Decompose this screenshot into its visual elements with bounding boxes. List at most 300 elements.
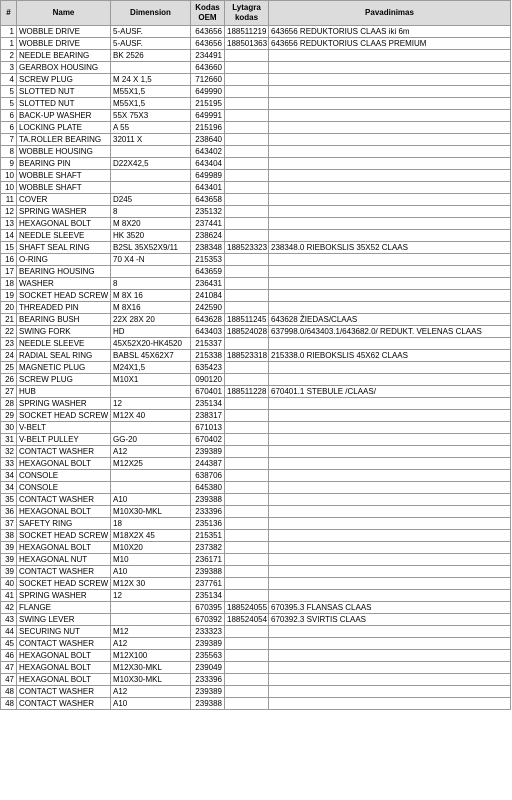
cell-pavadinimas xyxy=(269,134,511,146)
cell-lytagra-code xyxy=(225,662,269,674)
cell-name: WOBBLE DRIVE xyxy=(17,26,111,38)
cell-num: 6 xyxy=(1,110,17,122)
cell-dimension: M 24 X 1,5 xyxy=(111,74,191,86)
cell-lytagra-code xyxy=(225,374,269,386)
table-row xyxy=(1,314,511,326)
table-row xyxy=(1,122,511,134)
cell-dimension: D22X42,5 xyxy=(111,158,191,170)
table-row xyxy=(1,278,511,290)
cell-pavadinimas xyxy=(269,578,511,590)
table-row xyxy=(1,506,511,518)
cell-name: HEXAGONAL BOLT xyxy=(17,458,111,470)
cell-dimension xyxy=(111,386,191,398)
cell-oem-code: 643656 xyxy=(191,26,225,38)
cell-lytagra-code xyxy=(225,530,269,542)
cell-name: TA.ROLLER BEARING xyxy=(17,134,111,146)
cell-dimension xyxy=(111,182,191,194)
cell-name: HEXAGONAL BOLT xyxy=(17,674,111,686)
cell-dimension: 32011 X xyxy=(111,134,191,146)
cell-oem-code: 643404 xyxy=(191,158,225,170)
cell-pavadinimas xyxy=(269,278,511,290)
table-row xyxy=(1,410,511,422)
table-row xyxy=(1,110,511,122)
cell-lytagra-code xyxy=(225,338,269,350)
cell-pavadinimas xyxy=(269,434,511,446)
cell-num: 25 xyxy=(1,362,17,374)
cell-oem-code: 090120 xyxy=(191,374,225,386)
table-row xyxy=(1,230,511,242)
cell-oem-code: 215337 xyxy=(191,338,225,350)
cell-oem-code: 241084 xyxy=(191,290,225,302)
cell-dimension: HD xyxy=(111,326,191,338)
table-row xyxy=(1,254,511,266)
cell-num: 47 xyxy=(1,662,17,674)
cell-oem-code: 239388 xyxy=(191,494,225,506)
table-row xyxy=(1,62,511,74)
table-row xyxy=(1,146,511,158)
cell-dimension: M 8X 16 xyxy=(111,290,191,302)
cell-name: WOBBLE HOUSING xyxy=(17,146,111,158)
cell-name: SWING FORK xyxy=(17,326,111,338)
table-row xyxy=(1,398,511,410)
cell-pavadinimas: 215338.0 RIEBOKSLIS 45X62 CLAAS xyxy=(269,350,511,362)
header-row xyxy=(1,1,511,26)
cell-pavadinimas xyxy=(269,206,511,218)
cell-num: 39 xyxy=(1,554,17,566)
cell-dimension xyxy=(111,482,191,494)
cell-pavadinimas: 643656 REDUKTORIUS CLAAS iki 6m xyxy=(269,26,511,38)
cell-num: 16 xyxy=(1,254,17,266)
cell-dimension: M12X100 xyxy=(111,650,191,662)
table-row xyxy=(1,638,511,650)
cell-lytagra-code xyxy=(225,50,269,62)
cell-pavadinimas xyxy=(269,530,511,542)
cell-lytagra-code xyxy=(225,254,269,266)
cell-dimension: M 8X16 xyxy=(111,302,191,314)
cell-lytagra-code xyxy=(225,362,269,374)
cell-dimension xyxy=(111,470,191,482)
cell-dimension: M12X30-MKL xyxy=(111,662,191,674)
cell-num: 35 xyxy=(1,494,17,506)
cell-pavadinimas xyxy=(269,542,511,554)
cell-num: 45 xyxy=(1,638,17,650)
cell-pavadinimas xyxy=(269,194,511,206)
table-row xyxy=(1,386,511,398)
cell-num: 37 xyxy=(1,518,17,530)
cell-lytagra-code xyxy=(225,410,269,422)
table-row xyxy=(1,158,511,170)
table-row xyxy=(1,350,511,362)
cell-dimension: BABSL 45X62X7 xyxy=(111,350,191,362)
cell-name: CONSOLE xyxy=(17,470,111,482)
cell-lytagra-code xyxy=(225,518,269,530)
cell-dimension: 18 xyxy=(111,518,191,530)
cell-dimension: HK 3520 xyxy=(111,230,191,242)
cell-lytagra-code xyxy=(225,686,269,698)
table-row xyxy=(1,482,511,494)
cell-lytagra-code xyxy=(225,134,269,146)
cell-dimension: A12 xyxy=(111,638,191,650)
cell-num: 48 xyxy=(1,698,17,710)
cell-pavadinimas xyxy=(269,74,511,86)
cell-oem-code: 643656 xyxy=(191,38,225,50)
cell-num: 14 xyxy=(1,230,17,242)
cell-dimension: 22X 28X 20 xyxy=(111,314,191,326)
cell-dimension: M10X30-MKL xyxy=(111,674,191,686)
cell-num: 33 xyxy=(1,458,17,470)
cell-pavadinimas xyxy=(269,374,511,386)
cell-name: WOBBLE DRIVE xyxy=(17,38,111,50)
cell-oem-code: 215353 xyxy=(191,254,225,266)
table-row xyxy=(1,74,511,86)
cell-oem-code: 670392 xyxy=(191,614,225,626)
cell-dimension: M12X 30 xyxy=(111,578,191,590)
cell-oem-code: 643658 xyxy=(191,194,225,206)
table-row xyxy=(1,626,511,638)
cell-oem-code: 235132 xyxy=(191,206,225,218)
cell-dimension: A10 xyxy=(111,698,191,710)
cell-name: HEXAGONAL BOLT xyxy=(17,650,111,662)
cell-oem-code: 235563 xyxy=(191,650,225,662)
cell-pavadinimas xyxy=(269,638,511,650)
cell-dimension: M18X2X 45 xyxy=(111,530,191,542)
cell-dimension: A12 xyxy=(111,686,191,698)
cell-name: SPRING WASHER xyxy=(17,398,111,410)
cell-name: O-RING xyxy=(17,254,111,266)
cell-name: BEARING BUSH xyxy=(17,314,111,326)
table-row xyxy=(1,38,511,50)
cell-name: CONTACT WASHER xyxy=(17,638,111,650)
cell-lytagra-code xyxy=(225,698,269,710)
table-row xyxy=(1,194,511,206)
cell-dimension: A 55 xyxy=(111,122,191,134)
cell-dimension: M12X25 xyxy=(111,458,191,470)
cell-oem-code: 238624 xyxy=(191,230,225,242)
cell-oem-code: 237441 xyxy=(191,218,225,230)
cell-lytagra-code xyxy=(225,470,269,482)
cell-pavadinimas xyxy=(269,182,511,194)
cell-oem-code: 670395 xyxy=(191,602,225,614)
cell-dimension xyxy=(111,266,191,278)
table-row xyxy=(1,554,511,566)
cell-name: CONTACT WASHER xyxy=(17,494,111,506)
table-row xyxy=(1,662,511,674)
cell-lytagra-code xyxy=(225,122,269,134)
cell-lytagra-code xyxy=(225,590,269,602)
table-row xyxy=(1,86,511,98)
cell-dimension: 8 xyxy=(111,278,191,290)
table-row xyxy=(1,98,511,110)
cell-num: 7 xyxy=(1,134,17,146)
cell-name: HEXAGONAL BOLT xyxy=(17,662,111,674)
table-row xyxy=(1,422,511,434)
table-row xyxy=(1,614,511,626)
cell-lytagra-code xyxy=(225,62,269,74)
cell-oem-code: 643401 xyxy=(191,182,225,194)
cell-lytagra-code xyxy=(225,578,269,590)
cell-lytagra-code: 188511219 xyxy=(225,26,269,38)
cell-oem-code: 215195 xyxy=(191,98,225,110)
cell-lytagra-code xyxy=(225,146,269,158)
cell-name: CONTACT WASHER xyxy=(17,686,111,698)
table-row xyxy=(1,602,511,614)
cell-dimension: 70 X4 -N xyxy=(111,254,191,266)
cell-pavadinimas xyxy=(269,110,511,122)
cell-pavadinimas xyxy=(269,506,511,518)
cell-name: CONTACT WASHER xyxy=(17,446,111,458)
cell-lytagra-code: 188524055 xyxy=(225,602,269,614)
cell-lytagra-code xyxy=(225,170,269,182)
cell-num: 47 xyxy=(1,674,17,686)
cell-oem-code: 643402 xyxy=(191,146,225,158)
cell-pavadinimas xyxy=(269,302,511,314)
cell-pavadinimas xyxy=(269,686,511,698)
cell-dimension: M 8X20 xyxy=(111,218,191,230)
cell-name: WOBBLE SHAFT xyxy=(17,170,111,182)
cell-oem-code: 236431 xyxy=(191,278,225,290)
cell-name: SPRING WASHER xyxy=(17,206,111,218)
cell-num: 43 xyxy=(1,614,17,626)
cell-name: CONSOLE xyxy=(17,482,111,494)
cell-oem-code: 239389 xyxy=(191,446,225,458)
cell-num: 20 xyxy=(1,302,17,314)
table-row xyxy=(1,566,511,578)
table-row xyxy=(1,470,511,482)
cell-lytagra-code xyxy=(225,434,269,446)
cell-dimension: 5-AUSF. xyxy=(111,26,191,38)
cell-oem-code: 670401 xyxy=(191,386,225,398)
cell-lytagra-code xyxy=(225,494,269,506)
cell-lytagra-code xyxy=(225,506,269,518)
cell-lytagra-code xyxy=(225,110,269,122)
cell-num: 39 xyxy=(1,566,17,578)
cell-oem-code: 215351 xyxy=(191,530,225,542)
cell-name: RADIAL SEAL RING xyxy=(17,350,111,362)
cell-lytagra-code xyxy=(225,98,269,110)
cell-lytagra-code xyxy=(225,674,269,686)
cell-pavadinimas xyxy=(269,290,511,302)
table-row xyxy=(1,434,511,446)
table-row xyxy=(1,674,511,686)
cell-pavadinimas: 643628 ŽIEDAS/CLAAS xyxy=(269,314,511,326)
cell-dimension: M10 xyxy=(111,554,191,566)
cell-pavadinimas xyxy=(269,266,511,278)
cell-pavadinimas xyxy=(269,362,511,374)
table-row xyxy=(1,50,511,62)
cell-pavadinimas xyxy=(269,494,511,506)
cell-dimension xyxy=(111,614,191,626)
cell-lytagra-code xyxy=(225,458,269,470)
cell-num: 39 xyxy=(1,542,17,554)
cell-name: NEEDLE BEARING xyxy=(17,50,111,62)
cell-oem-code: 237382 xyxy=(191,542,225,554)
cell-pavadinimas xyxy=(269,566,511,578)
cell-oem-code: 239388 xyxy=(191,698,225,710)
table-row xyxy=(1,302,511,314)
cell-name: SLOTTED NUT xyxy=(17,86,111,98)
cell-num: 11 xyxy=(1,194,17,206)
cell-name: HEXAGONAL BOLT xyxy=(17,542,111,554)
cell-num: 21 xyxy=(1,314,17,326)
cell-lytagra-code: 188523323 xyxy=(225,242,269,254)
cell-pavadinimas xyxy=(269,254,511,266)
cell-pavadinimas xyxy=(269,98,511,110)
table-row xyxy=(1,170,511,182)
cell-name: FLANGE xyxy=(17,602,111,614)
header-num: # xyxy=(1,1,17,26)
cell-oem-code: 235136 xyxy=(191,518,225,530)
table-row xyxy=(1,242,511,254)
cell-num: 6 xyxy=(1,122,17,134)
cell-pavadinimas: 670401.1 STEBULE /CLAAS/ xyxy=(269,386,511,398)
cell-dimension: D245 xyxy=(111,194,191,206)
cell-lytagra-code xyxy=(225,482,269,494)
cell-name: V-BELT xyxy=(17,422,111,434)
cell-name: WASHER xyxy=(17,278,111,290)
cell-name: SCREW PLUG xyxy=(17,74,111,86)
cell-dimension: M12 xyxy=(111,626,191,638)
cell-oem-code: 238640 xyxy=(191,134,225,146)
cell-oem-code: 215196 xyxy=(191,122,225,134)
cell-name: BEARING HOUSING xyxy=(17,266,111,278)
table-row xyxy=(1,374,511,386)
header-name: Name xyxy=(17,1,111,26)
cell-lytagra-code xyxy=(225,554,269,566)
cell-oem-code: 239389 xyxy=(191,638,225,650)
cell-lytagra-code xyxy=(225,290,269,302)
table-row xyxy=(1,518,511,530)
cell-pavadinimas xyxy=(269,482,511,494)
cell-oem-code: 215338 xyxy=(191,350,225,362)
cell-name: GEARBOX HOUSING xyxy=(17,62,111,74)
cell-name: HEXAGONAL BOLT xyxy=(17,506,111,518)
cell-oem-code: 671013 xyxy=(191,422,225,434)
cell-pavadinimas xyxy=(269,662,511,674)
table-row xyxy=(1,182,511,194)
cell-pavadinimas xyxy=(269,410,511,422)
cell-oem-code: 237761 xyxy=(191,578,225,590)
cell-num: 17 xyxy=(1,266,17,278)
cell-oem-code: 643403 xyxy=(191,326,225,338)
cell-num: 1 xyxy=(1,26,17,38)
cell-dimension: 45X52X20-HK4520 xyxy=(111,338,191,350)
cell-dimension: 8 xyxy=(111,206,191,218)
cell-num: 4 xyxy=(1,74,17,86)
cell-num: 13 xyxy=(1,218,17,230)
header-dimension: Dimension xyxy=(111,1,191,26)
cell-name: SOCKET HEAD SCREW xyxy=(17,578,111,590)
cell-dimension: A10 xyxy=(111,566,191,578)
cell-lytagra-code xyxy=(225,86,269,98)
cell-oem-code: 233396 xyxy=(191,674,225,686)
cell-lytagra-code: 188501363 xyxy=(225,38,269,50)
cell-num: 28 xyxy=(1,398,17,410)
cell-pavadinimas: 643656 REDUKTORIUS CLAAS PREMIUM xyxy=(269,38,511,50)
cell-oem-code: 234491 xyxy=(191,50,225,62)
cell-dimension: 55X 75X3 xyxy=(111,110,191,122)
cell-num: 10 xyxy=(1,182,17,194)
cell-oem-code: 235134 xyxy=(191,398,225,410)
cell-lytagra-code xyxy=(225,398,269,410)
cell-lytagra-code: 188511245 xyxy=(225,314,269,326)
cell-oem-code: 239388 xyxy=(191,566,225,578)
cell-lytagra-code xyxy=(225,650,269,662)
cell-num: 15 xyxy=(1,242,17,254)
cell-dimension xyxy=(111,170,191,182)
cell-lytagra-code xyxy=(225,278,269,290)
cell-pavadinimas xyxy=(269,158,511,170)
cell-dimension: M10X1 xyxy=(111,374,191,386)
cell-dimension xyxy=(111,422,191,434)
table-row xyxy=(1,686,511,698)
cell-num: 40 xyxy=(1,578,17,590)
cell-name: NEEDLE SLEEVE xyxy=(17,230,111,242)
cell-dimension xyxy=(111,602,191,614)
cell-dimension: A10 xyxy=(111,494,191,506)
cell-num: 30 xyxy=(1,422,17,434)
cell-dimension: M55X1,5 xyxy=(111,86,191,98)
cell-name: CONTACT WASHER xyxy=(17,566,111,578)
cell-dimension: 12 xyxy=(111,398,191,410)
cell-name: SPRING WASHER xyxy=(17,590,111,602)
cell-oem-code: 238348 xyxy=(191,242,225,254)
cell-pavadinimas xyxy=(269,218,511,230)
cell-lytagra-code xyxy=(225,422,269,434)
table-row xyxy=(1,542,511,554)
cell-num: 10 xyxy=(1,170,17,182)
table-row xyxy=(1,530,511,542)
cell-name: THREADED PIN xyxy=(17,302,111,314)
cell-pavadinimas xyxy=(269,554,511,566)
table-row xyxy=(1,698,511,710)
cell-lytagra-code xyxy=(225,194,269,206)
cell-num: 5 xyxy=(1,86,17,98)
cell-num: 5 xyxy=(1,98,17,110)
table-row xyxy=(1,134,511,146)
table-row xyxy=(1,218,511,230)
cell-oem-code: 649989 xyxy=(191,170,225,182)
cell-oem-code: 239049 xyxy=(191,662,225,674)
cell-pavadinimas xyxy=(269,446,511,458)
cell-dimension xyxy=(111,146,191,158)
cell-pavadinimas xyxy=(269,698,511,710)
table-row xyxy=(1,446,511,458)
cell-name: SOCKET HEAD SCREW xyxy=(17,530,111,542)
cell-oem-code: 649991 xyxy=(191,110,225,122)
cell-dimension: M55X1,5 xyxy=(111,98,191,110)
cell-oem-code: 712660 xyxy=(191,74,225,86)
cell-name: LOCKING PLATE xyxy=(17,122,111,134)
cell-oem-code: 233396 xyxy=(191,506,225,518)
cell-dimension xyxy=(111,62,191,74)
cell-num: 48 xyxy=(1,686,17,698)
cell-name: BACK-UP WASHER xyxy=(17,110,111,122)
table-row xyxy=(1,458,511,470)
cell-name: HEXAGONAL NUT xyxy=(17,554,111,566)
cell-num: 34 xyxy=(1,482,17,494)
cell-pavadinimas xyxy=(269,146,511,158)
cell-oem-code: 233323 xyxy=(191,626,225,638)
cell-oem-code: 649990 xyxy=(191,86,225,98)
cell-name: SHAFT SEAL RING xyxy=(17,242,111,254)
cell-lytagra-code: 188524054 xyxy=(225,614,269,626)
cell-pavadinimas xyxy=(269,398,511,410)
cell-name: WOBBLE SHAFT xyxy=(17,182,111,194)
cell-num: 24 xyxy=(1,350,17,362)
cell-num: 1 xyxy=(1,38,17,50)
cell-oem-code: 244387 xyxy=(191,458,225,470)
table-row xyxy=(1,206,511,218)
